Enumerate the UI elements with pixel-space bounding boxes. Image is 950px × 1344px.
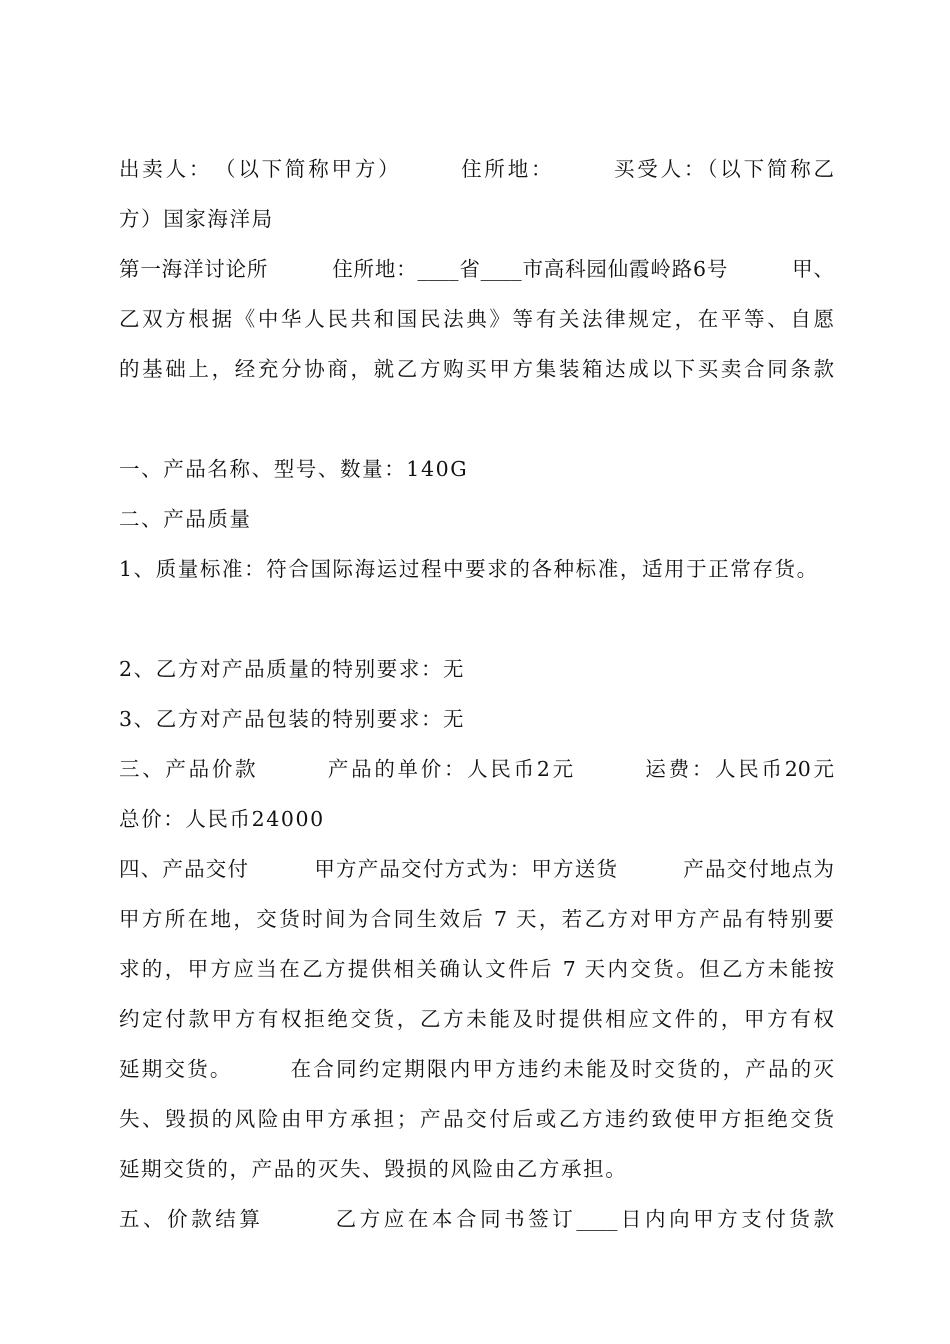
text-line-3: 第一海洋讨论所 住所地：____省____市高科园仙霞岭路6号 甲、 [119, 257, 834, 281]
quality-requirement-line: 2、乙方对产品质量的特别要求：无 [119, 657, 466, 681]
section-1-heading: 一、产品名称、型号、数量：140G [119, 457, 469, 481]
text-line-1: 出卖人： （以下简称甲方） 住所地： 买受人：（以下简称乙 [119, 157, 834, 181]
quality-standard-line: 1、质量标准：符合国际海运过程中要求的各种标准，适用于正常存货。 [119, 557, 819, 581]
section-5-line-1: 五、价款结算 乙方应在本合同书签订____日内向甲方支付货款 [119, 1207, 834, 1231]
total-price-line: 总价：人民币24000 [119, 807, 325, 831]
text-line-4: 乙双方根据《中华人民共和国民法典》等有关法律规定，在平等、自愿 [119, 307, 834, 331]
text-line-5: 的基础上，经充分协商，就乙方购买甲方集装箱达成以下买卖合同条款 [119, 357, 834, 381]
packaging-requirement-line: 3、乙方对产品包装的特别要求：无 [119, 707, 466, 731]
text-line-2: 方）国家海洋局 [119, 207, 274, 231]
section-4-line-3: 求的，甲方应当在乙方提供相关确认文件后 7 天内交货。但乙方未能按 [119, 957, 834, 981]
section-4-line-6: 失、毁损的风险由甲方承担；产品交付后或乙方违约致使甲方拒绝交货 [119, 1107, 834, 1131]
section-4-line-5: 延期交货。 在合同约定期限内甲方违约未能及时交货的，产品的灭 [119, 1057, 834, 1081]
section-4-line-7: 延期交货的，产品的灭失、毁损的风险由乙方承担。 [119, 1157, 628, 1181]
section-4-line-2: 甲方所在地，交货时间为合同生效后 7 天，若乙方对甲方产品有特别要 [119, 907, 834, 931]
section-3-price-line: 三、产品价款 产品的单价：人民币2元 运费：人民币20元 [119, 757, 834, 781]
section-4-line-4: 约定付款甲方有权拒绝交货，乙方未能及时提供相应文件的，甲方有权 [119, 1007, 834, 1031]
section-2-heading: 二、产品质量 [119, 507, 252, 531]
section-4-line-1: 四、产品交付 甲方产品交付方式为：甲方送货 产品交付地点为 [119, 857, 834, 881]
